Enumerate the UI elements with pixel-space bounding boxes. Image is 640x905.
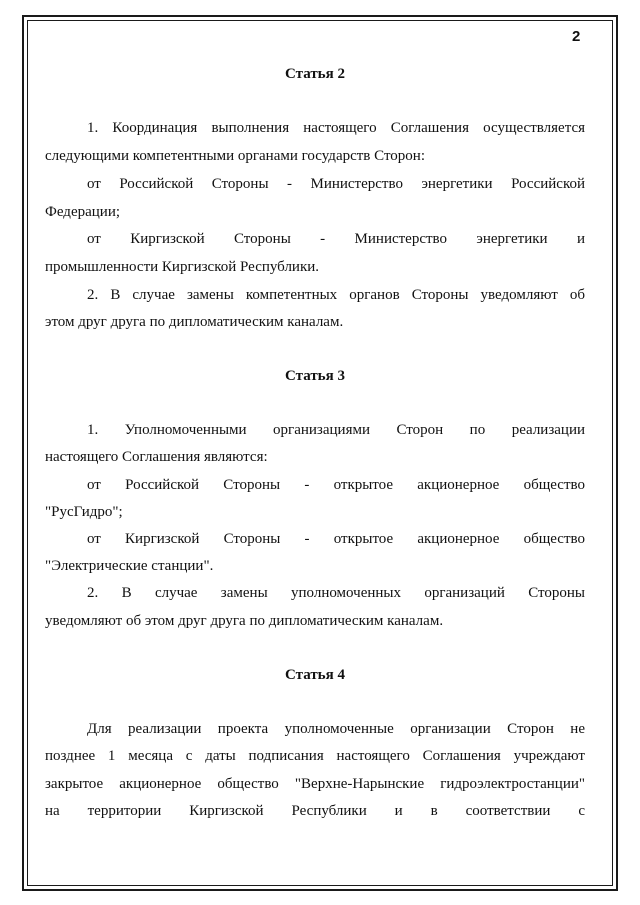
article-2-line: Федерации; — [45, 204, 121, 220]
article-4-line: закрытое акционерное общество "Верхне-Нарынские гидроэлектростанции" — [45, 776, 585, 792]
article-2-line: 2. В случае замены компетентных органов Стороны уведомляют об — [87, 287, 585, 303]
article-2-line: следующими компетентными органами государств Сторон: — [45, 148, 426, 164]
article-3-line: 1. Уполномоченными организациями Сторон по реализации — [87, 422, 585, 438]
page-number: 2 — [572, 28, 581, 45]
article-2-line: промышленности Киргизской Республики. — [45, 259, 320, 275]
article-3-line: от Российской Стороны - открытое акционерное общество — [87, 477, 585, 493]
article-3-line: 2. В случае замены уполномоченных организаций Стороны — [87, 585, 585, 601]
article-2-line: 1. Координация выполнения настоящего Соглашения осуществляется — [87, 120, 585, 136]
article-2-line: от Киргизской Стороны - Министерство энергетики и — [87, 231, 585, 247]
article-4-line: позднее 1 месяца с даты подписания настоящего Соглашения учреждают — [45, 748, 585, 764]
article-3-line: уведомляют об этом друг друга по дипломатическим каналам. — [45, 613, 444, 629]
article-3-heading: Статья 3 — [285, 368, 345, 384]
article-4-line: Для реализации проекта уполномоченные организации Сторон не — [87, 721, 585, 737]
article-2-line: от Российской Стороны - Министерство энергетики Российской — [87, 176, 585, 192]
article-3-line: "Электрические станции". — [45, 558, 214, 574]
article-3-line: настоящего Соглашения являются: — [45, 449, 268, 465]
article-4-line: на территории Киргизской Республики и в соответствии с — [45, 803, 585, 819]
article-4-heading: Статья 4 — [285, 667, 345, 683]
article-2-heading: Статья 2 — [285, 66, 345, 82]
article-3-line: "РусГидро"; — [45, 504, 123, 520]
article-2-line: этом друг друга по дипломатическим каналам. — [45, 314, 344, 330]
article-3-line: от Киргизской Стороны - открытое акционерное общество — [87, 531, 585, 547]
